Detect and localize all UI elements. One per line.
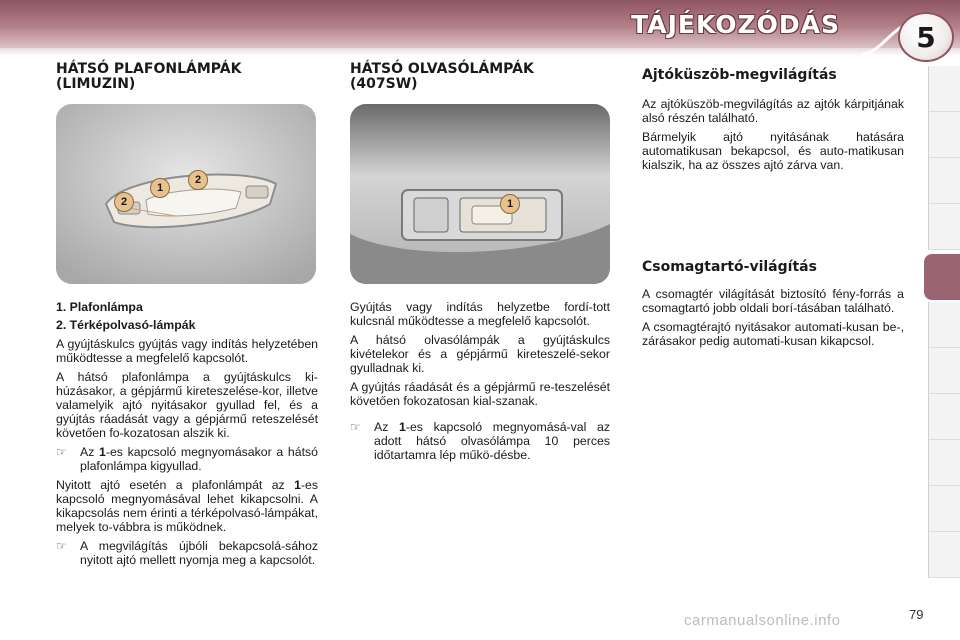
paragraph: A csomagtér világítását biztosító fény-forrás a csomagtartó jobb oldali borí-tásában található. [642,287,904,315]
pointing-hand-icon: ☞ [56,445,67,459]
callout-2-right: 2 [188,170,208,190]
ceiling-lamp-photo [56,104,316,284]
paragraph: Az ajtóküszöb-megvilágítás az ajtók kárpitjának alsó részén található. [642,97,904,125]
column2-body [350,300,610,467]
column-rear-ceiling-lamps [56,62,318,92]
chapter-tab-active[interactable] [924,254,960,300]
chapter-tab[interactable] [928,486,960,532]
chapter-tab[interactable] [928,66,960,112]
column1-body [56,300,318,572]
chapter-title: TÁJÉKOZÓDÁS [631,10,840,39]
bullet-item: ☞ A megvilágítás újbóli bekapcsolá-sához nyitott ajtó mellett nyomja meg a kapcsolót. [56,539,318,567]
chapter-tabs [928,66,960,578]
paragraph: Nyitott ajtó esetén a plafonlámpát az 1-es kapcsoló megnyomásával lehet kikapcsolni. A kikapcsolás nem érinti a térképolvasó-lámpákat, melyek to-vábbra is működnek. [56,478,318,534]
page-number: 79 [909,607,924,622]
column-boot-lighting [642,260,904,353]
chapter-tab[interactable] [928,112,960,158]
chapter-tab[interactable] [928,348,960,394]
section-heading: Csomagtartó-világítás [642,259,817,275]
reading-lamp-photo [350,104,610,284]
chapter-tab[interactable] [928,302,960,348]
pointing-hand-icon: ☞ [350,420,361,434]
paragraph: A gyújtás ráadását és a gépjármű re-teszelését követően fokozatosan kial-szanak. [350,380,610,408]
paragraph: Bármelyik ajtó nyitásának hatására automatikusan bekapcsol, és auto-matikusan kialszik, ha az összes ajtó zárva van. [642,130,904,172]
column-lighting [642,68,904,177]
pointing-hand-icon: ☞ [56,539,67,553]
section-heading: Ajtóküszöb-megvilágítás [642,67,837,83]
paragraph: A gyújtáskulcs gyújtás vagy indítás helyzetében működtesse a megfelelő kapcsolót. [56,337,318,365]
paragraph: A hátsó olvasólámpák a gyújtáskulcs kivételekor és a gépjármű kireteszelé-sekor gyulladnak ki. [350,333,610,375]
chapter-tab[interactable] [928,532,960,578]
column-rear-reading-lamps [350,62,610,92]
callout-1: 1 [150,178,170,198]
paragraph: A csomagtérajtó nyitásakor automati-kusan be-, zárásakor pedig automati-kusan kikapcsol. [642,320,904,348]
header-fade [0,48,960,56]
reading-lamp-illustration [350,104,610,284]
chapter-tab[interactable] [928,204,960,250]
callout-1: 1 [500,194,520,214]
section-heading: HÁTSÓ PLAFONLÁMPÁK (LIMUZIN) [56,61,242,92]
legend-item: 2. Térképolvasó-lámpák [56,318,196,332]
legend-list [56,300,318,332]
watermark: carmanualsonline.info [684,612,841,629]
ceiling-lamp-illustration [56,104,316,284]
section-heading: HÁTSÓ OLVASÓLÁMPÁK (407SW) [350,61,534,92]
chapter-number-badge: 5 [898,12,954,62]
paragraph: A hátsó plafonlámpa a gyújtáskulcs ki-húzásakor, a gépjármű kireteszelése-kor, illetve valamelyik ajtó nyitásakor gyullad fel, és a gyújtás ráadását vagy a gépjármű reteszelését követően fo-kozatosan alszik ki. [56,370,318,440]
chapter-tab[interactable] [928,158,960,204]
legend-item: 1. Plafonlámpa [56,300,143,314]
callout-2-left: 2 [114,192,134,212]
paragraph: Gyújtás vagy indítás helyzetbe fordí-tott kulcsnál működtesse a megfelelő kapcsolót. [350,300,610,328]
chapter-tab[interactable] [928,440,960,486]
bullet-item: ☞ Az 1-es kapcsoló megnyomásá-val az adott hátsó olvasólámpa 10 perces időtartamra lép műkö-désbe. [350,420,610,462]
chapter-tab[interactable] [928,394,960,440]
bullet-item: ☞ Az 1-es kapcsoló megnyomásakor a hátsó plafonlámpa kigyullad. [56,445,318,473]
